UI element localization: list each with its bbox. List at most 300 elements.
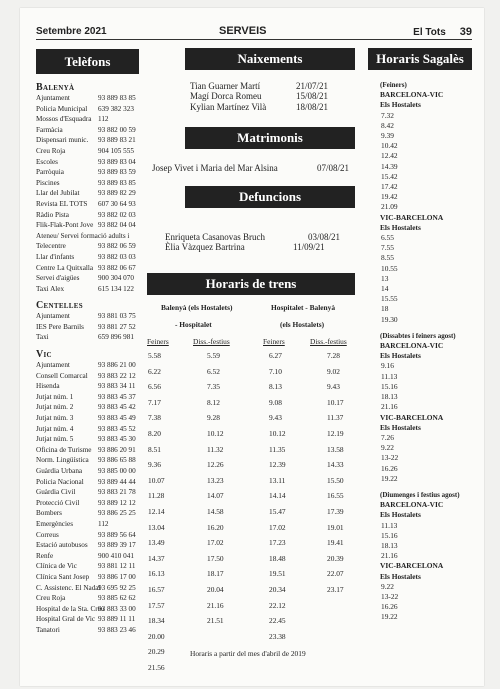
phone-row bbox=[36, 188, 156, 199]
phone-row bbox=[36, 104, 156, 115]
phone-name: Telecentre bbox=[36, 242, 66, 251]
phone-number: 93 886 21 00 bbox=[98, 361, 136, 370]
phone-number: 93 885 00 00 bbox=[98, 467, 136, 475]
sagales-schedule bbox=[380, 80, 480, 623]
phone-number: 93 889 44 44 bbox=[98, 477, 136, 486]
defuncions-list bbox=[165, 232, 355, 253]
phone-name: Hospital de la Sta. Creu bbox=[36, 604, 105, 613]
sagales-condition: (Feiners) bbox=[380, 81, 407, 89]
sagales-time: 7.55 bbox=[381, 243, 394, 253]
header-date: Setembre 2021 bbox=[36, 26, 107, 37]
train-time: 16.57 bbox=[148, 585, 165, 594]
phone-row bbox=[36, 371, 156, 382]
train-time: 6.52 bbox=[207, 366, 220, 376]
train-time: 12.14 bbox=[148, 507, 165, 516]
phone-number: 93 883 45 30 bbox=[98, 435, 136, 444]
phone-name: Oficina de Turisme bbox=[36, 445, 92, 454]
sagales-time: 9.22 bbox=[381, 581, 394, 591]
phone-row bbox=[36, 519, 156, 530]
phone-name: Consell Comarcal bbox=[36, 371, 88, 380]
phone-row bbox=[36, 332, 156, 343]
train-time: 18.48 bbox=[269, 553, 286, 563]
defuncio-name: Enriqueta Casanovas Bruch bbox=[165, 232, 265, 242]
train-time: 18.17 bbox=[207, 569, 224, 579]
train-time: 22.12 bbox=[269, 600, 286, 610]
train-time: 9.43 bbox=[269, 413, 282, 423]
phone-name: Hospital Gral de Vic bbox=[36, 615, 96, 624]
phone-number: 93 883 21 78 bbox=[98, 488, 136, 497]
phone-name: Hisenda bbox=[36, 382, 60, 391]
phone-name: Servei d'aigües bbox=[36, 274, 80, 283]
defuncions-title: Defuncions bbox=[238, 189, 302, 204]
phone-number: 93 889 82 29 bbox=[98, 189, 136, 198]
train-time: 15.47 bbox=[269, 507, 286, 516]
train-time: 12.19 bbox=[327, 429, 344, 438]
train-time: 9.08 bbox=[269, 397, 282, 407]
phone-name: Parròquia bbox=[36, 168, 64, 177]
naixements-list bbox=[190, 81, 350, 112]
phone-row bbox=[36, 487, 156, 498]
train-time: 10.17 bbox=[327, 397, 344, 407]
sagales-time: 13-22 bbox=[381, 591, 399, 601]
phone-row bbox=[36, 530, 156, 541]
sagales-time: 21.16 bbox=[381, 551, 398, 561]
header-section: SERVEIS bbox=[219, 25, 267, 37]
sagales-stop: Els Hostalets bbox=[380, 510, 421, 520]
sagales-time: 18.13 bbox=[381, 540, 398, 550]
phone-number: 93 883 45 42 bbox=[98, 403, 136, 412]
phone-number: 615 134 122 bbox=[98, 284, 134, 293]
sagales-time: 21.16 bbox=[381, 402, 398, 412]
sagales-title: Horaris Sagalès bbox=[376, 51, 464, 66]
phone-number: 93 695 92 25 bbox=[98, 583, 136, 592]
phone-name: Escoles bbox=[36, 157, 58, 166]
train-time: 21.51 bbox=[207, 616, 224, 626]
trens-footer: Horaris a partir del mes d'abril de 2019 bbox=[190, 649, 306, 658]
train-time: 14.37 bbox=[148, 553, 165, 563]
train-time: 9.43 bbox=[327, 382, 340, 392]
train-time: 22.45 bbox=[269, 616, 286, 626]
train-time: 5.59 bbox=[207, 351, 220, 360]
train-time: 17.39 bbox=[327, 507, 344, 516]
sagales-route: VIC-BARCELONA bbox=[380, 561, 444, 571]
phone-row bbox=[36, 157, 156, 168]
train-time: 9.02 bbox=[327, 366, 340, 376]
phone-row bbox=[36, 252, 156, 263]
train-time: 7.28 bbox=[327, 351, 340, 360]
train-time: 17.23 bbox=[269, 538, 286, 548]
train-time: 13.11 bbox=[269, 475, 286, 485]
phone-number: 93 883 34 11 bbox=[98, 382, 136, 391]
sagales-time: 9.39 bbox=[381, 131, 394, 141]
sagales-time: 10.42 bbox=[381, 141, 398, 151]
train-time: 9.28 bbox=[207, 413, 220, 423]
phone-number: 93 886 65 88 bbox=[98, 456, 136, 465]
sagales-time: 18.13 bbox=[381, 392, 398, 402]
section-heading-balenya: Balenyà bbox=[36, 82, 75, 93]
phone-row bbox=[36, 424, 156, 435]
train-time: 11.32 bbox=[207, 444, 224, 454]
phone-name: Dispensari munic. bbox=[36, 136, 89, 145]
phone-number: 93 889 83 04 bbox=[98, 157, 136, 166]
phone-row bbox=[36, 572, 156, 583]
phone-row bbox=[36, 583, 156, 594]
phone-row bbox=[36, 231, 156, 242]
phone-row bbox=[36, 263, 156, 274]
phone-name: Ateneu/ Servei formació adults i bbox=[36, 231, 130, 240]
sagales-time: 11.13 bbox=[381, 371, 398, 381]
phone-row bbox=[36, 477, 156, 488]
phone-name: Renfe bbox=[36, 551, 54, 560]
phone-name: Ajuntament bbox=[36, 361, 70, 370]
phone-number: 93 889 11 11 bbox=[98, 615, 136, 624]
dir1-heading-2: - Hospitalet bbox=[175, 320, 212, 329]
phone-row bbox=[36, 381, 156, 392]
phone-name: Revista EL TOTS bbox=[36, 199, 88, 208]
phone-row bbox=[36, 311, 156, 322]
sagales-stop: Els Hostalets bbox=[380, 351, 421, 361]
train-time: 20.04 bbox=[207, 585, 224, 594]
sagales-time: 14 bbox=[381, 284, 389, 294]
phone-row bbox=[36, 210, 156, 221]
phone-row bbox=[36, 625, 156, 636]
phone-number: 93 886 25 25 bbox=[98, 509, 136, 518]
phone-name: Taxi bbox=[36, 333, 49, 342]
dir2-heading: Hospitalet - Balenyà bbox=[271, 303, 336, 312]
train-time: 22.07 bbox=[327, 569, 344, 579]
train-time: 20.00 bbox=[148, 631, 165, 641]
train-time: 9.36 bbox=[148, 460, 161, 470]
phone-name: Jutjat núm. 3 bbox=[36, 414, 74, 423]
sagales-time: 7.32 bbox=[381, 110, 394, 120]
telefons-banner bbox=[36, 49, 139, 74]
sub-diss-2: Diss.-festius bbox=[310, 337, 347, 346]
phone-name: Flik-Flak-Pont Jove bbox=[36, 221, 94, 230]
phone-row bbox=[36, 614, 156, 625]
train-time: 13.58 bbox=[327, 444, 344, 454]
sagales-route: BARCELONA-VIC bbox=[380, 90, 444, 100]
phone-number: 93 881 27 52 bbox=[98, 322, 136, 331]
naixement-name: Magí Dorca Romeu bbox=[190, 91, 262, 102]
train-time: 19.01 bbox=[327, 522, 344, 532]
train-time: 17.57 bbox=[148, 600, 165, 610]
phone-row bbox=[36, 508, 156, 519]
phone-number: 112 bbox=[98, 115, 109, 124]
section-heading-centelles: Centelles bbox=[36, 300, 83, 312]
train-time: 20.39 bbox=[327, 553, 344, 563]
train-time: 23.38 bbox=[269, 631, 286, 641]
sagales-time: 16.26 bbox=[381, 463, 398, 473]
phone-row bbox=[36, 114, 156, 125]
phone-row bbox=[36, 498, 156, 509]
page-header bbox=[36, 26, 472, 40]
defuncio-row bbox=[165, 242, 355, 252]
matrimonis-list bbox=[152, 163, 357, 173]
sagales-route: BARCELONA-VIC bbox=[380, 341, 444, 351]
train-time: 17.50 bbox=[207, 553, 224, 563]
matrimonis-banner bbox=[185, 127, 355, 149]
phone-number: 93 883 23 46 bbox=[98, 625, 136, 634]
sagales-time: 15.55 bbox=[381, 294, 398, 304]
train-time: 13.49 bbox=[148, 538, 165, 548]
train-time: 10.12 bbox=[269, 429, 286, 438]
sagales-time: 18 bbox=[381, 304, 389, 314]
defuncions-banner bbox=[185, 186, 355, 208]
train-time: 12.39 bbox=[269, 460, 286, 470]
phone-name: Clínica Sant Josep bbox=[36, 572, 90, 581]
train-time: 6.56 bbox=[148, 382, 161, 392]
phone-name: Tanatori bbox=[36, 625, 60, 634]
section-heading-vic: Vic bbox=[36, 349, 52, 361]
train-time: 8.12 bbox=[207, 397, 220, 407]
sagales-stop: Els Hostalets bbox=[380, 100, 421, 110]
sagales-stop: Els Hostalets bbox=[380, 571, 421, 581]
phone-number: 93 886 20 91 bbox=[98, 445, 136, 454]
naixements-title: Naixements bbox=[237, 51, 303, 66]
train-time: 16.55 bbox=[327, 491, 344, 501]
phone-number: 93 886 17 00 bbox=[98, 572, 136, 581]
phone-name: Piscines bbox=[36, 178, 60, 187]
phone-number: 112 bbox=[98, 519, 109, 528]
phone-name: Jutjat núm. 4 bbox=[36, 424, 74, 433]
sagales-condition: (Dissabtes i feiners agost) bbox=[380, 331, 456, 340]
sagales-time: 11.13 bbox=[381, 520, 398, 530]
phone-name: Mossos d'Esquadra bbox=[36, 115, 92, 124]
phone-number: 93 889 83 59 bbox=[98, 168, 136, 177]
phone-name: Policia Municipal bbox=[36, 104, 88, 113]
phone-number: 93 882 06 59 bbox=[98, 242, 136, 251]
train-time: 21.56 bbox=[148, 663, 165, 672]
phone-name: Clínica de Vic bbox=[36, 562, 77, 571]
sagales-route: BARCELONA-VIC bbox=[380, 500, 444, 510]
train-time: 18.34 bbox=[148, 616, 165, 626]
sagales-time: 7.26 bbox=[381, 432, 394, 442]
phone-row bbox=[36, 561, 156, 572]
train-time: 15.50 bbox=[327, 475, 344, 485]
phone-name: Llar d'infants bbox=[36, 252, 75, 261]
train-time: 17.02 bbox=[207, 538, 224, 548]
sagales-time: 21.09 bbox=[381, 202, 398, 212]
phone-row bbox=[36, 220, 156, 231]
sagales-time: 16.26 bbox=[381, 602, 398, 612]
phone-row bbox=[36, 455, 156, 466]
defuncio-row bbox=[165, 232, 355, 242]
phone-row bbox=[36, 241, 156, 252]
phone-number: 93 882 00 59 bbox=[98, 125, 136, 134]
phone-row bbox=[36, 551, 156, 562]
train-time: 7.17 bbox=[148, 397, 161, 407]
sagales-time: 19.22 bbox=[381, 473, 398, 483]
sagales-time: 19.22 bbox=[381, 612, 398, 622]
defuncio-date: 11/09/21 bbox=[293, 242, 325, 253]
phone-name: Guàrdia Urbana bbox=[36, 467, 83, 475]
phone-name: Taxi Alex bbox=[36, 284, 65, 293]
phone-name: C. Assistenc. El Nadal bbox=[36, 583, 101, 592]
matrimoni-names: Josep Vivet i Maria del Mar Alsina bbox=[152, 163, 278, 173]
phone-name: Bombers bbox=[36, 509, 62, 518]
sagales-time: 15.42 bbox=[381, 171, 398, 181]
phone-row bbox=[36, 322, 156, 333]
phone-name: Ràdio Pista bbox=[36, 210, 69, 219]
phone-number: 93 889 56 64 bbox=[98, 530, 136, 539]
phone-name: Correus bbox=[36, 530, 59, 539]
train-time: 23.17 bbox=[327, 585, 344, 594]
train-time: 13.04 bbox=[148, 522, 165, 532]
phone-number: 93 881 12 11 bbox=[98, 562, 136, 571]
sagales-route: VIC-BARCELONA bbox=[380, 212, 444, 222]
sagales-banner bbox=[368, 48, 472, 70]
phone-number: 93 882 04 04 bbox=[98, 221, 136, 230]
train-time: 5.58 bbox=[148, 351, 161, 360]
phone-name: Estació autobusos bbox=[36, 541, 88, 550]
sagales-time: 13-22 bbox=[381, 453, 399, 463]
phone-number: 93 883 33 00 bbox=[98, 604, 136, 613]
train-time: 11.35 bbox=[269, 444, 286, 454]
phone-number: 93 881 03 75 bbox=[98, 312, 136, 321]
naixement-name: Tian Guarner Martí bbox=[190, 81, 261, 91]
phone-name: Jutjat núm. 5 bbox=[36, 435, 74, 444]
train-time: 14.33 bbox=[327, 460, 344, 470]
train-time: 7.35 bbox=[207, 382, 220, 392]
phone-number: 93 889 39 17 bbox=[98, 541, 136, 550]
sagales-time: 9.22 bbox=[381, 443, 394, 453]
telefons-title: Telèfons bbox=[64, 54, 111, 69]
phone-number: 93 883 45 52 bbox=[98, 424, 136, 433]
phone-number: 93 885 62 62 bbox=[98, 594, 136, 603]
train-time: 16.20 bbox=[207, 522, 224, 532]
phone-number: 93 883 22 12 bbox=[98, 371, 136, 380]
train-time: 16.13 bbox=[148, 569, 165, 579]
phone-row bbox=[36, 273, 156, 284]
matrimonis-title: Matrimonis bbox=[237, 130, 303, 145]
train-time: 10.07 bbox=[148, 475, 165, 485]
phone-name: Guàrdia Civil bbox=[36, 488, 76, 497]
phone-number: 93 889 12 12 bbox=[98, 498, 136, 507]
phone-number: 93 883 45 37 bbox=[98, 392, 136, 401]
naixement-row bbox=[190, 102, 350, 112]
train-time: 11.37 bbox=[327, 413, 344, 423]
header-publication: El Tots bbox=[413, 27, 446, 38]
train-time: 12.26 bbox=[207, 460, 224, 470]
page-number: 39 bbox=[459, 26, 472, 38]
dir1-heading: Balenyà (els Hostalets) bbox=[161, 303, 233, 312]
trens-title: Horaris de trens bbox=[205, 276, 297, 291]
phone-row bbox=[36, 466, 156, 477]
train-time: 14.14 bbox=[269, 491, 286, 501]
sagales-time: 14.39 bbox=[381, 161, 398, 171]
phone-number: 93 883 45 49 bbox=[98, 414, 136, 423]
train-time: 13.23 bbox=[207, 475, 224, 485]
train-time: 8.51 bbox=[148, 444, 161, 454]
phone-name: Protecció Civil bbox=[36, 498, 80, 507]
sub-diss-1: Diss.-festius bbox=[193, 337, 230, 346]
phone-number: 659 896 981 bbox=[98, 333, 134, 342]
phone-row bbox=[36, 146, 156, 157]
sagales-time: 8.42 bbox=[381, 120, 394, 130]
sagales-condition: (Diumenges i festius agost) bbox=[380, 490, 460, 499]
phone-row bbox=[36, 392, 156, 403]
phone-row bbox=[36, 178, 156, 189]
naixement-date: 18/08/21 bbox=[296, 101, 329, 112]
dir2-heading-2: (els Hostalets) bbox=[280, 320, 325, 329]
naixement-row bbox=[190, 81, 350, 91]
sagales-stop: Els Hostalets bbox=[380, 222, 421, 232]
naixement-date: 15/08/21 bbox=[296, 91, 329, 102]
sub-feiners-2: Feiners bbox=[263, 337, 285, 346]
sagales-time: 10.55 bbox=[381, 263, 398, 273]
phone-number: 93 889 83 85 bbox=[98, 178, 136, 187]
train-time: 19.41 bbox=[327, 538, 344, 548]
phone-number: 93 882 06 67 bbox=[98, 263, 136, 272]
sagales-time: 19.30 bbox=[381, 314, 398, 324]
trens-banner bbox=[147, 273, 355, 295]
sagales-time: 17.42 bbox=[381, 182, 398, 192]
train-time: 21.16 bbox=[207, 600, 224, 610]
phone-name: Norm. Lingüística bbox=[36, 456, 89, 465]
train-time: 8.13 bbox=[269, 382, 282, 392]
phone-name: Ajuntament bbox=[36, 94, 70, 102]
phone-row bbox=[36, 402, 156, 413]
train-time: 6.22 bbox=[148, 366, 161, 376]
naixement-row bbox=[190, 91, 350, 101]
phone-row bbox=[36, 540, 156, 551]
phone-row bbox=[36, 93, 156, 104]
phone-directory bbox=[36, 82, 156, 636]
phone-name: Llar del Jubilat bbox=[36, 189, 80, 198]
phone-row bbox=[36, 445, 156, 456]
phone-row bbox=[36, 360, 156, 371]
sagales-time: 15.16 bbox=[381, 530, 398, 540]
phone-name: Creu Roja bbox=[36, 146, 66, 155]
phone-number: 900 410 041 bbox=[98, 551, 134, 560]
sagales-time: 8.55 bbox=[381, 253, 394, 263]
phone-name: Policia Nacional bbox=[36, 477, 84, 486]
sagales-time: 9.16 bbox=[381, 361, 394, 371]
sagales-time: 13 bbox=[381, 273, 389, 283]
naixements-banner bbox=[185, 48, 355, 70]
phone-row bbox=[36, 284, 156, 295]
matrimoni-row bbox=[152, 163, 357, 173]
defuncio-date: 03/08/21 bbox=[308, 232, 341, 242]
phone-name: Jutjat núm. 1 bbox=[36, 392, 74, 401]
sagales-time: 19.42 bbox=[381, 192, 398, 202]
train-time: 17.02 bbox=[269, 522, 286, 532]
naixement-name: Kylian Martínez Vilà bbox=[190, 101, 267, 112]
train-time: 14.07 bbox=[207, 491, 224, 501]
phone-number: 904 105 555 bbox=[98, 146, 134, 155]
sagales-time: 6.55 bbox=[381, 233, 394, 243]
defuncio-name: Èlia Vàzquez Bartrina bbox=[165, 242, 245, 253]
phone-number: 93 889 83 21 bbox=[98, 136, 136, 145]
phone-row bbox=[36, 125, 156, 136]
phone-name: Jutjat núm. 2 bbox=[36, 403, 74, 412]
naixement-date: 21/07/21 bbox=[296, 81, 329, 91]
train-time: 14.58 bbox=[207, 507, 224, 516]
phone-row bbox=[36, 199, 156, 210]
train-time: 7.10 bbox=[269, 366, 282, 376]
phone-number: 900 304 070 bbox=[98, 274, 134, 283]
phone-row bbox=[36, 434, 156, 445]
phone-name: Farmàcia bbox=[36, 125, 63, 134]
sagales-stop: Els Hostalets bbox=[380, 422, 421, 432]
phone-row bbox=[36, 604, 156, 615]
train-time: 8.20 bbox=[148, 429, 161, 438]
phone-number: 93 882 02 03 bbox=[98, 210, 136, 219]
phone-name: Centre La Quitxalla bbox=[36, 263, 94, 272]
matrimoni-date: 07/08/21 bbox=[317, 163, 350, 173]
sagales-time: 12.42 bbox=[381, 151, 398, 161]
phone-name: Emergències bbox=[36, 519, 73, 528]
